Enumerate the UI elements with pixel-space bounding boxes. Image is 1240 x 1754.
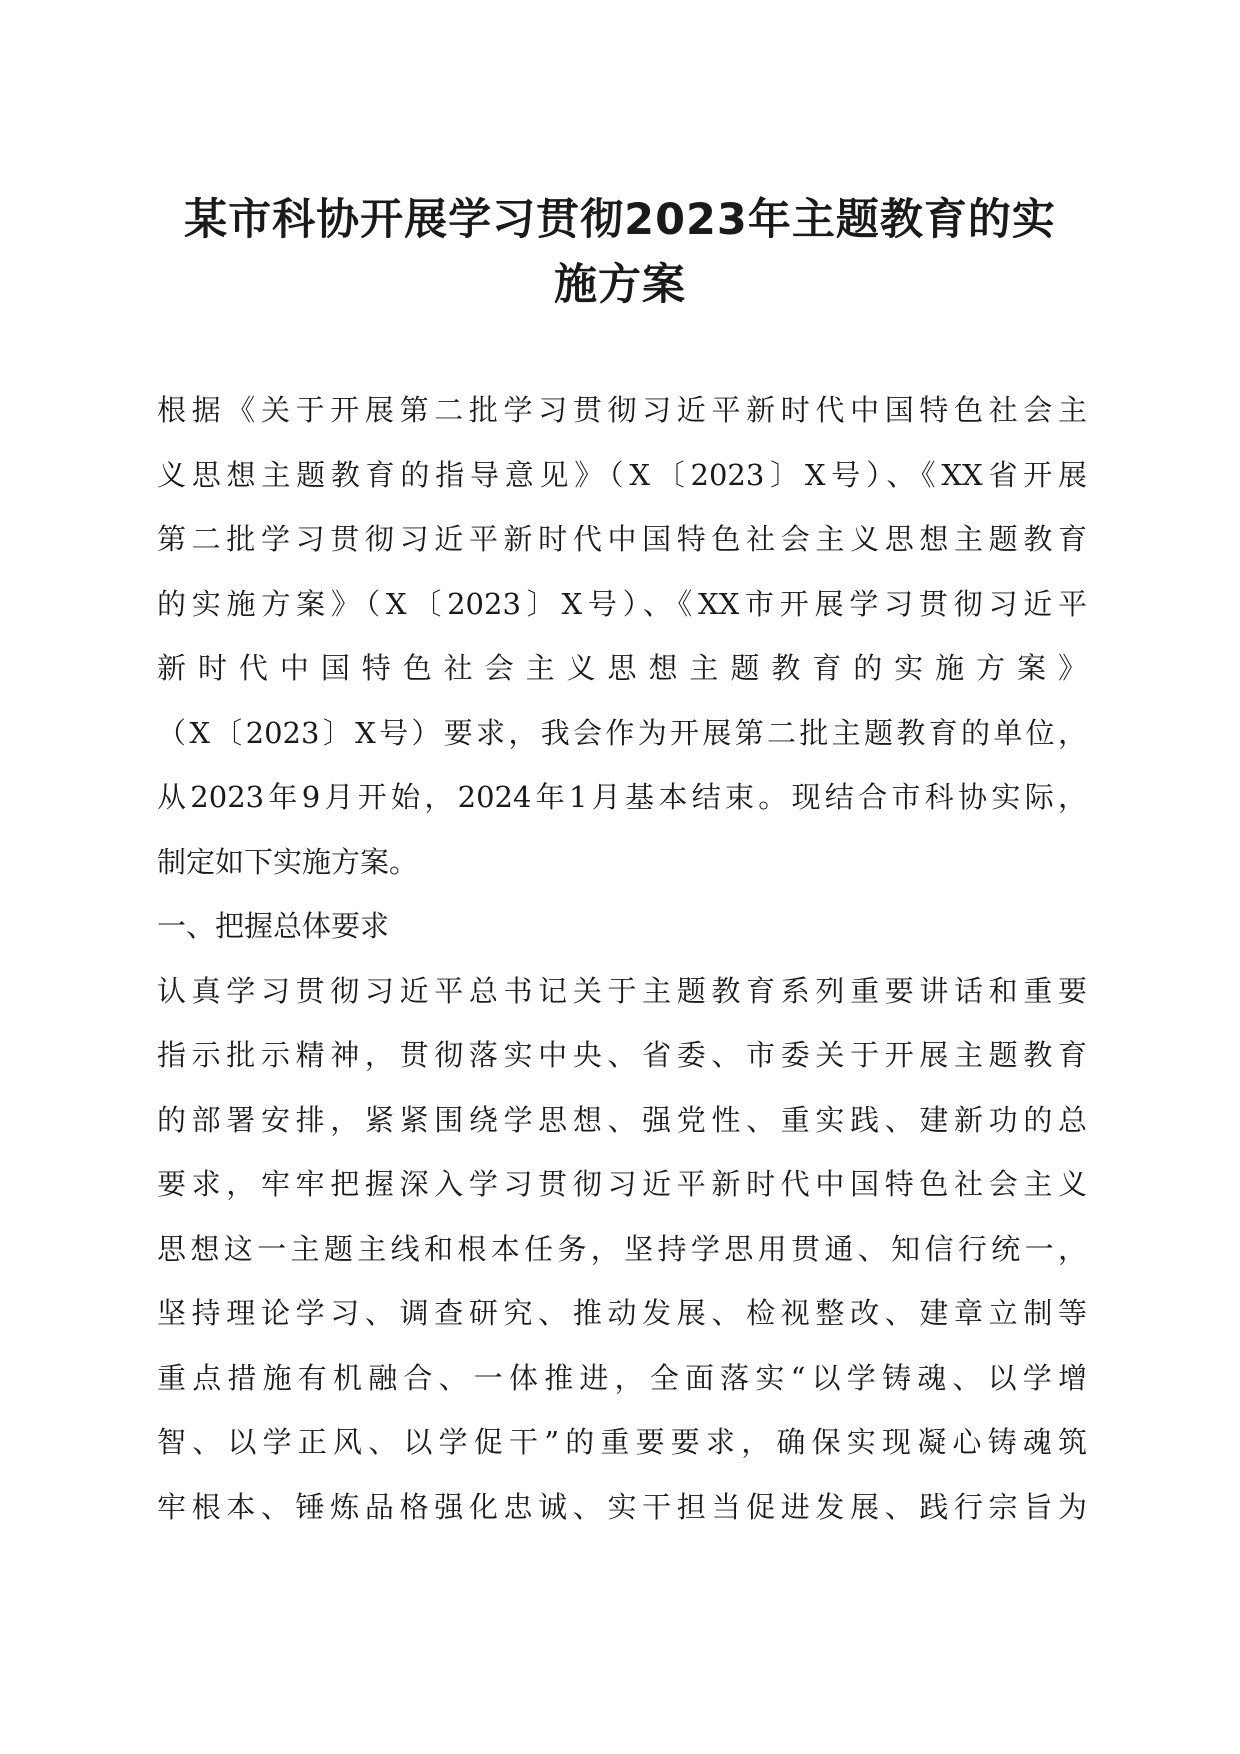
body-line: （X〔2023〕X号）要求，我会作为开展第二批主题教育的单位， [157, 715, 1087, 750]
title-line-2: 施方案 [554, 260, 686, 310]
body-line: 认真学习贯彻习近平总书记关于主题教育系列重要讲话和重要 [157, 973, 1087, 1008]
body-line: 的实施方案》（X〔2023〕X号）、《XX市开展学习贯彻习近平 [157, 586, 1087, 621]
body-line: 第二批学习贯彻习近平新时代中国特色社会主义思想主题教育 [157, 522, 1087, 556]
document-title [150, 188, 1090, 318]
body-line: 义思想主题教育的指导意见》（X〔2023〕X号）、《XX省开展 [157, 457, 1087, 492]
body-line: 要求，牢牢把握深入学习贯彻习近平新时代中国特色社会主义 [157, 1167, 1087, 1201]
body-line: 智、以学正风、以学促干”的重要要求，确保实现凝心铸魂筑 [157, 1425, 1087, 1459]
body-line: 根据《关于开展第二批学习贯彻习近平新时代中国特色社会主 [157, 393, 1087, 427]
body-line: 从2023年9月开始，2024年1月基本结束。现结合市科协实际， [157, 780, 1087, 814]
body-line: 新时代中国特色社会主义思想主题教育的实施方案》 [157, 651, 1087, 685]
body-line: 的部署安排，紧紧围绕学思想、强党性、重实践、建新功的总 [157, 1102, 1087, 1137]
document-body [157, 378, 1087, 1539]
body-line: 制定如下实施方案。 [157, 844, 419, 879]
body-line: 坚持理论学习、调查研究、推动发展、检视整改、建章立制等 [157, 1296, 1087, 1330]
body-line: 指示批示精神，贯彻落实中央、省委、市委关于开展主题教育 [157, 1038, 1087, 1072]
body-line: 思想这一主题主线和根本任务，坚持学思用贯通、知信行统一， [157, 1231, 1087, 1266]
body-line: 重点措施有机融合、一体推进，全面落实“以学铸魂、以学增 [157, 1360, 1087, 1395]
body-line: 牢根本、锤炼品格强化忠诚、实干担当促进发展、践行宗旨为 [157, 1489, 1087, 1524]
title-line-1: 某市科协开展学习贯彻2023年主题教育的实 [184, 195, 1056, 245]
section-heading: 一、把握总体要求 [157, 909, 390, 943]
